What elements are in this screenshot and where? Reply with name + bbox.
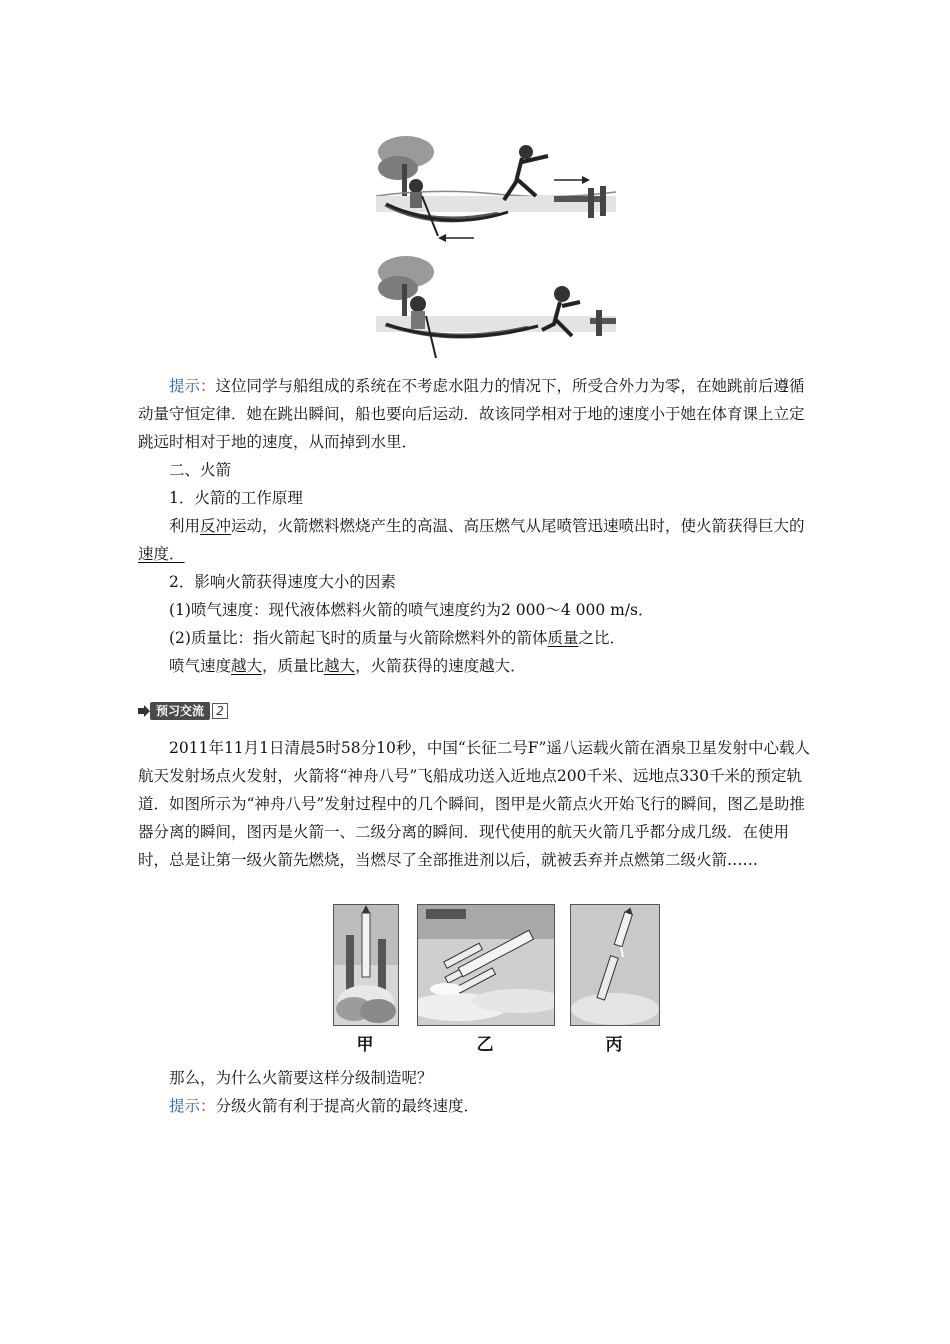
- hint-text: 这位同学与船组成的系统在不考虑水阻力的情况下，所受合外力为零，在她跳前后遵循动量守恒定律．她在跳出瞬间，船也要向后运动．故该同学相对于地的速度小于她在体育课上立定跳远时相对于地的速度，从而掉到水里．: [138, 377, 805, 451]
- passage-block: [138, 734, 814, 874]
- blank-answer-speed: 速度．: [138, 545, 185, 563]
- blank-answer-mass: 质量: [547, 629, 579, 647]
- hint2-text: 分级火箭有利于提高火箭的最终速度．: [215, 1097, 480, 1115]
- tag-label: 预习交流: [150, 702, 210, 720]
- explanation-block: [138, 372, 814, 680]
- caption-jia: 甲: [356, 1035, 374, 1055]
- rocket-launch-photo: [333, 904, 399, 1026]
- concl-text-b: ，质量比: [262, 657, 325, 675]
- hint-paragraph: [138, 372, 814, 456]
- booster-separation-photo: [417, 904, 555, 1026]
- question-text: 那么，为什么火箭要这样分级制造呢？: [169, 1069, 433, 1087]
- girl-jumping-from-canoe-illustration: [376, 134, 616, 360]
- conclusion-paragraph: [138, 652, 814, 680]
- passage-paragraph: 2011年11月1日清晨5时58分10秒，中国“长征二号F”遥八运载火箭在酒泉卫星发射中心载人航天发射场点火发射，火箭将“神舟八号”飞船成功送入近地点200千米、远地点330千米的预定轨道．如图所示为“神舟八号”发射过程中的几个瞬间，图甲是火箭点火开始飞行的瞬间，图乙是助推器分离的瞬间，图丙是火箭一、二级分离的瞬间．现代使用的航天火箭几乎都分成几级．在使用时，总是让第一级火箭先燃烧，当燃尽了全部推进剂以后，就被丢弃并点燃第二级火箭……: [138, 739, 810, 869]
- arrow-right-icon: [138, 705, 150, 717]
- subheading-factors: 2．影响火箭获得速度大小的因素: [169, 573, 396, 591]
- factor2-text-a: (2)质量比：指火箭起飞时的质量与火箭除燃料外的箭体: [169, 629, 548, 647]
- blank-answer-larger-1: 越大: [231, 657, 263, 675]
- hint-label: 提示：: [169, 377, 216, 395]
- blank-answer-larger-2: 越大: [324, 657, 356, 675]
- factor-exhaust-speed: (1)喷气速度：现代液体燃料火箭的喷气速度约为2 000～4 000 m/s．: [169, 601, 654, 619]
- section-heading: 二、火箭: [169, 461, 232, 479]
- caption-bing: 丙: [605, 1035, 623, 1055]
- principle-text-b: 运动，火箭燃料燃烧产生的高温、高压燃气从尾喷管迅速喷出时，使火箭获得巨大的: [231, 517, 805, 535]
- preview-exchange-tag: [138, 702, 228, 720]
- upper-panel: [376, 136, 616, 242]
- launch-photos: [0, 904, 950, 1064]
- hint2-label: 提示：: [169, 1097, 216, 1115]
- principle-paragraph: [138, 512, 814, 568]
- hint2-paragraph: [138, 1092, 814, 1120]
- lower-panel: [376, 256, 616, 358]
- question-block: [138, 1064, 814, 1120]
- factor2-text-b: 之比．: [578, 629, 625, 647]
- blank-answer-recoil: 反冲: [200, 517, 232, 535]
- principle-text-a: 利用: [169, 517, 201, 535]
- concl-text-a: 喷气速度: [169, 657, 232, 675]
- concl-text-c: ，火箭获得的速度越大．: [355, 657, 526, 675]
- caption-yi: 乙: [476, 1035, 494, 1055]
- stage-separation-photo: [570, 904, 660, 1026]
- factor-mass-ratio: [138, 624, 814, 652]
- subheading-principle: 1．火箭的工作原理: [169, 489, 303, 507]
- tag-number: 2: [212, 703, 228, 719]
